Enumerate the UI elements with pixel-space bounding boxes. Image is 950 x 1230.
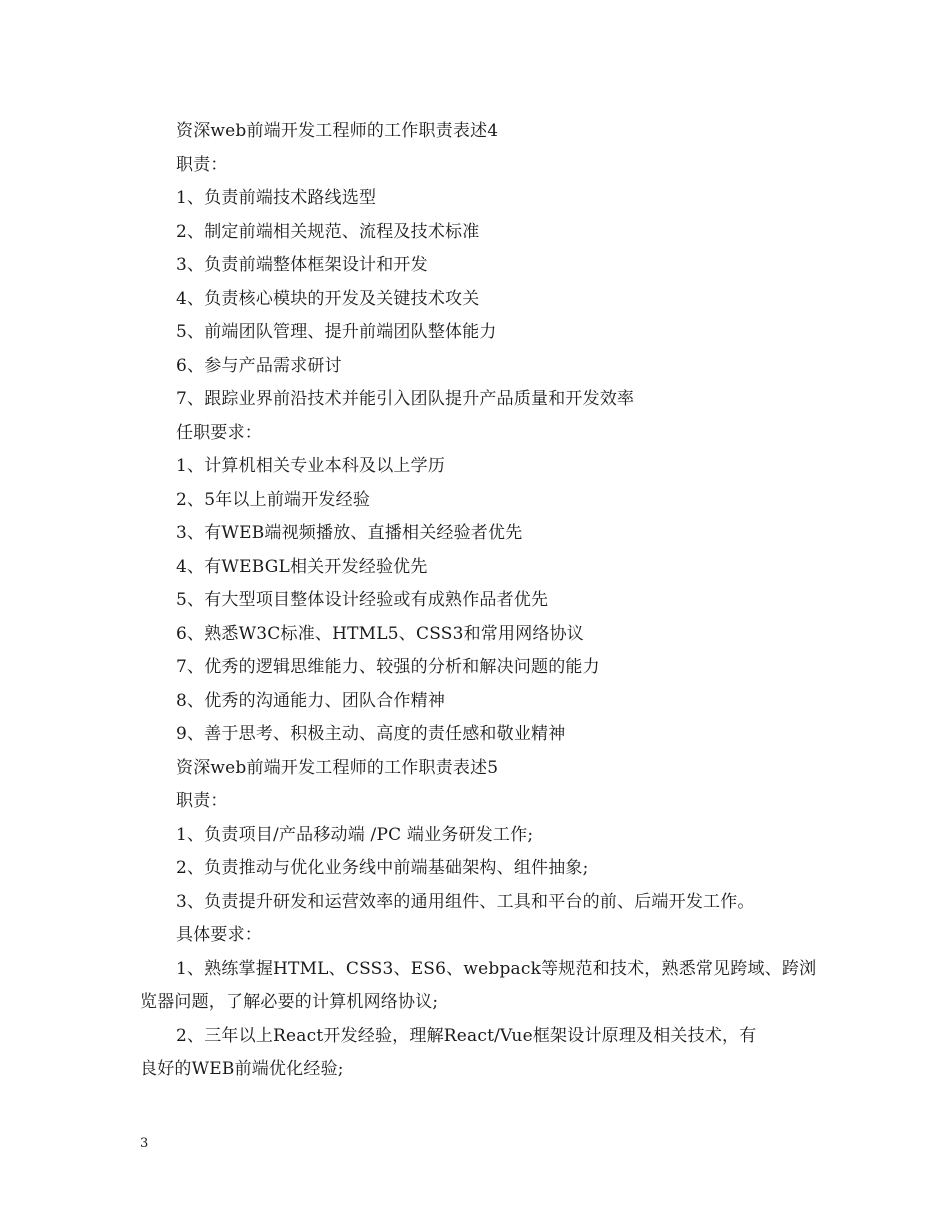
list-item: 1、计算机相关专业本科及以上学历	[176, 456, 446, 476]
list-item: 5、有大型项目整体设计经验或有成熟作品者优先	[176, 590, 549, 610]
paragraph-line: 览器问题，了解必要的计算机网络协议;	[140, 992, 439, 1012]
paragraph-line: 2、三年以上React开发经验，理解React/Vue框架设计原理及相关技术，有	[176, 1026, 757, 1046]
page-number: 3	[140, 1136, 149, 1151]
section-title: 资深web前端开发工程师的工作职责表述5	[176, 758, 499, 778]
section-heading: 职责：	[176, 791, 228, 811]
list-item: 1、负责前端技术路线选型	[176, 188, 377, 208]
list-item: 3、有WEB端视频播放、直播相关经验者优先	[176, 523, 523, 543]
list-item: 6、参与产品需求研讨	[176, 356, 342, 376]
list-item: 3、负责前端整体框架设计和开发	[176, 255, 428, 275]
list-item: 4、有WEBGL相关开发经验优先	[176, 557, 428, 577]
section-heading: 具体要求：	[176, 925, 262, 945]
paragraph-line: 良好的WEB前端优化经验;	[140, 1059, 344, 1079]
list-item: 2、负责推动与优化业务线中前端基础架构、组件抽象;	[176, 858, 589, 878]
list-item: 1、负责项目/产品移动端 /PC 端业务研发工作;	[176, 825, 534, 845]
section-heading: 任职要求：	[176, 423, 262, 443]
list-item: 6、熟悉W3C标准、HTML5、CSS3和常用网络协议	[176, 624, 585, 644]
list-item: 7、跟踪业界前沿技术并能引入团队提升产品质量和开发效率	[176, 389, 635, 409]
list-item: 2、制定前端相关规范、流程及技术标准	[176, 222, 480, 242]
section-heading: 职责：	[176, 155, 228, 175]
paragraph-line: 1、熟练掌握HTML、CSS3、ES6、webpack等规范和技术，熟悉常见跨域、跨浏	[176, 959, 817, 979]
list-item: 4、负责核心模块的开发及关键技术攻关	[176, 289, 480, 309]
section-title: 资深web前端开发工程师的工作职责表述4	[176, 121, 499, 141]
list-item: 7、优秀的逻辑思维能力、较强的分析和解决问题的能力	[176, 657, 600, 677]
list-item: 5、前端团队管理、提升前端团队整体能力	[176, 322, 497, 342]
list-item: 3、负责提升研发和运营效率的通用组件、工具和平台的前、后端开发工作。	[176, 892, 755, 912]
list-item: 2、5年以上前端开发经验	[176, 490, 371, 510]
list-item: 9、善于思考、积极主动、高度的责任感和敬业精神	[176, 724, 566, 744]
list-item: 8、优秀的沟通能力、团队合作精神	[176, 691, 446, 711]
